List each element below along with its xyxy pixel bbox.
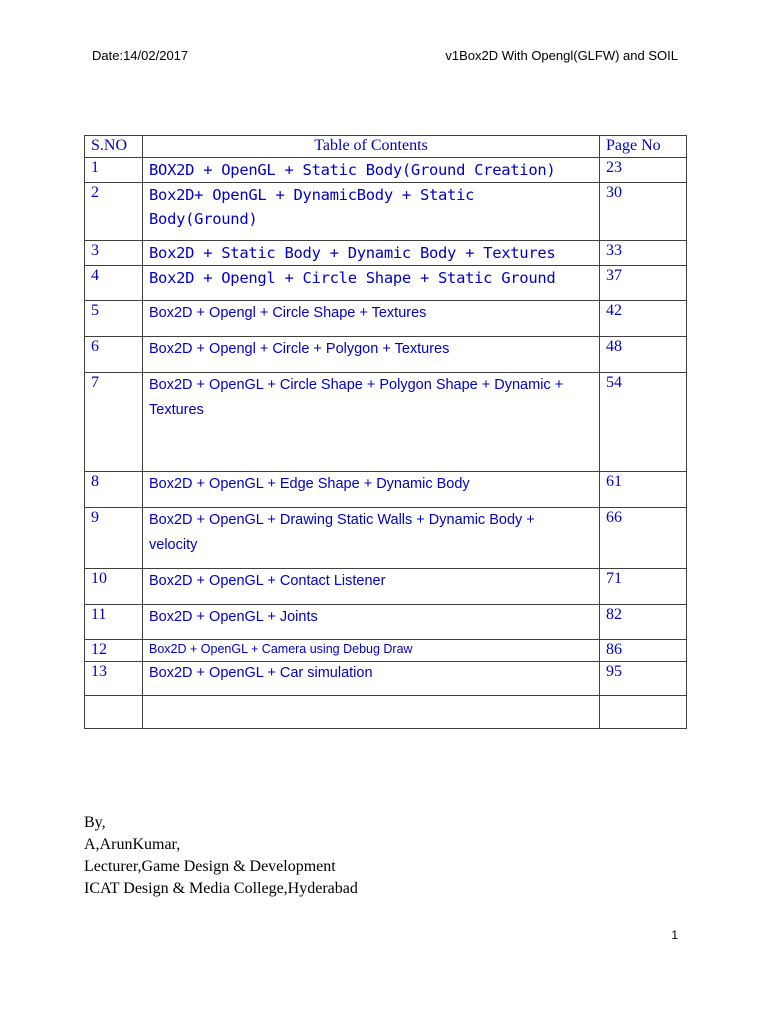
row-title-line: velocity xyxy=(149,537,198,553)
author-institution: ICAT Design & Media College,Hyderabad xyxy=(84,880,358,897)
toc-row xyxy=(85,472,687,508)
toc-row xyxy=(85,640,687,662)
row-title-line: Textures xyxy=(149,402,204,418)
empty-cell xyxy=(600,696,687,729)
row-page: 86 xyxy=(600,640,687,662)
toc-row-empty xyxy=(85,696,687,729)
row-title xyxy=(143,662,600,696)
row-page: 33 xyxy=(600,241,687,266)
column-header-title: Table of Contents xyxy=(143,136,600,158)
row-page: 82 xyxy=(600,605,687,640)
empty-cell xyxy=(143,696,600,729)
row-number: 8 xyxy=(85,472,143,508)
toc-row xyxy=(85,183,687,241)
row-title xyxy=(143,241,600,266)
row-title xyxy=(143,183,600,241)
row-title-line: Box2D + Static Body + Dynamic Body + Textures xyxy=(149,244,556,262)
row-title xyxy=(143,508,600,569)
toc-row xyxy=(85,241,687,266)
row-title-line: BOX2D + OpenGL + Static Body(Ground Creation) xyxy=(149,161,556,179)
row-number: 5 xyxy=(85,301,143,337)
header-date: Date:14/02/2017 xyxy=(92,48,189,63)
row-page: 48 xyxy=(600,337,687,373)
page-number: 1 xyxy=(671,928,678,942)
row-title-line: Box2D+ OpenGL + DynamicBody + Static xyxy=(149,186,475,204)
row-title-line: Box2D + OpenGL + Joints xyxy=(149,609,318,625)
toc-row xyxy=(85,508,687,569)
row-number: 4 xyxy=(85,266,143,301)
row-page: 30 xyxy=(600,183,687,241)
author-block xyxy=(84,812,358,900)
row-page: 71 xyxy=(600,569,687,605)
row-title-line: Box2D + Opengl + Circle Shape + Textures xyxy=(149,305,427,321)
toc-row xyxy=(85,569,687,605)
row-title xyxy=(143,373,600,472)
row-number: 6 xyxy=(85,337,143,373)
header-title: v1Box2D With Opengl(GLFW) and SOIL xyxy=(445,48,678,63)
row-page: 42 xyxy=(600,301,687,337)
row-page: 23 xyxy=(600,158,687,183)
empty-cell xyxy=(85,696,143,729)
row-title-line: Box2D + OpenGL + Drawing Static Walls + Dynamic Body + xyxy=(149,512,535,528)
table-of-contents xyxy=(84,135,687,729)
row-title-line: Box2D + OpenGL + Circle Shape + Polygon Shape + Dynamic + xyxy=(149,377,564,393)
row-title xyxy=(143,266,600,301)
toc-row xyxy=(85,605,687,640)
row-title xyxy=(143,158,600,183)
toc-row xyxy=(85,301,687,337)
row-title-line: Body(Ground) xyxy=(149,210,258,228)
row-page: 61 xyxy=(600,472,687,508)
toc-row xyxy=(85,373,687,472)
row-number: 1 xyxy=(85,158,143,183)
row-page: 37 xyxy=(600,266,687,301)
row-title-line: Box2D + Opengl + Circle + Polygon + Textures xyxy=(149,341,450,357)
row-number: 11 xyxy=(85,605,143,640)
author-role: Lecturer,Game Design & Development xyxy=(84,858,336,875)
row-title-line: Box2D + OpenGL + Edge Shape + Dynamic Body xyxy=(149,476,470,492)
row-page: 66 xyxy=(600,508,687,569)
row-title xyxy=(143,569,600,605)
row-title-line: Box2D + OpenGL + Contact Listener xyxy=(149,573,386,589)
row-number: 3 xyxy=(85,241,143,266)
row-title xyxy=(143,605,600,640)
row-number: 12 xyxy=(85,640,143,662)
row-number: 9 xyxy=(85,508,143,569)
toc-row xyxy=(85,662,687,696)
row-page: 54 xyxy=(600,373,687,472)
row-number: 2 xyxy=(85,183,143,241)
row-title xyxy=(143,640,600,662)
toc-header-row xyxy=(85,136,687,158)
row-number: 10 xyxy=(85,569,143,605)
toc-row xyxy=(85,266,687,301)
author-name: A,ArunKumar, xyxy=(84,836,181,853)
row-number: 13 xyxy=(85,662,143,696)
row-title xyxy=(143,337,600,373)
column-header-page: Page No xyxy=(600,136,687,158)
row-title-line: Box2D + OpenGL + Camera using Debug Draw xyxy=(149,642,413,656)
row-title-line: Box2D + Opengl + Circle Shape + Static Ground xyxy=(149,269,556,287)
row-page: 95 xyxy=(600,662,687,696)
row-title xyxy=(143,472,600,508)
row-title xyxy=(143,301,600,337)
toc-row xyxy=(85,337,687,373)
row-title-line: Box2D + OpenGL + Car simulation xyxy=(149,665,373,681)
column-header-sno: S.NO xyxy=(85,136,143,158)
row-number: 7 xyxy=(85,373,143,472)
toc-row xyxy=(85,158,687,183)
byline-by: By, xyxy=(84,814,106,831)
